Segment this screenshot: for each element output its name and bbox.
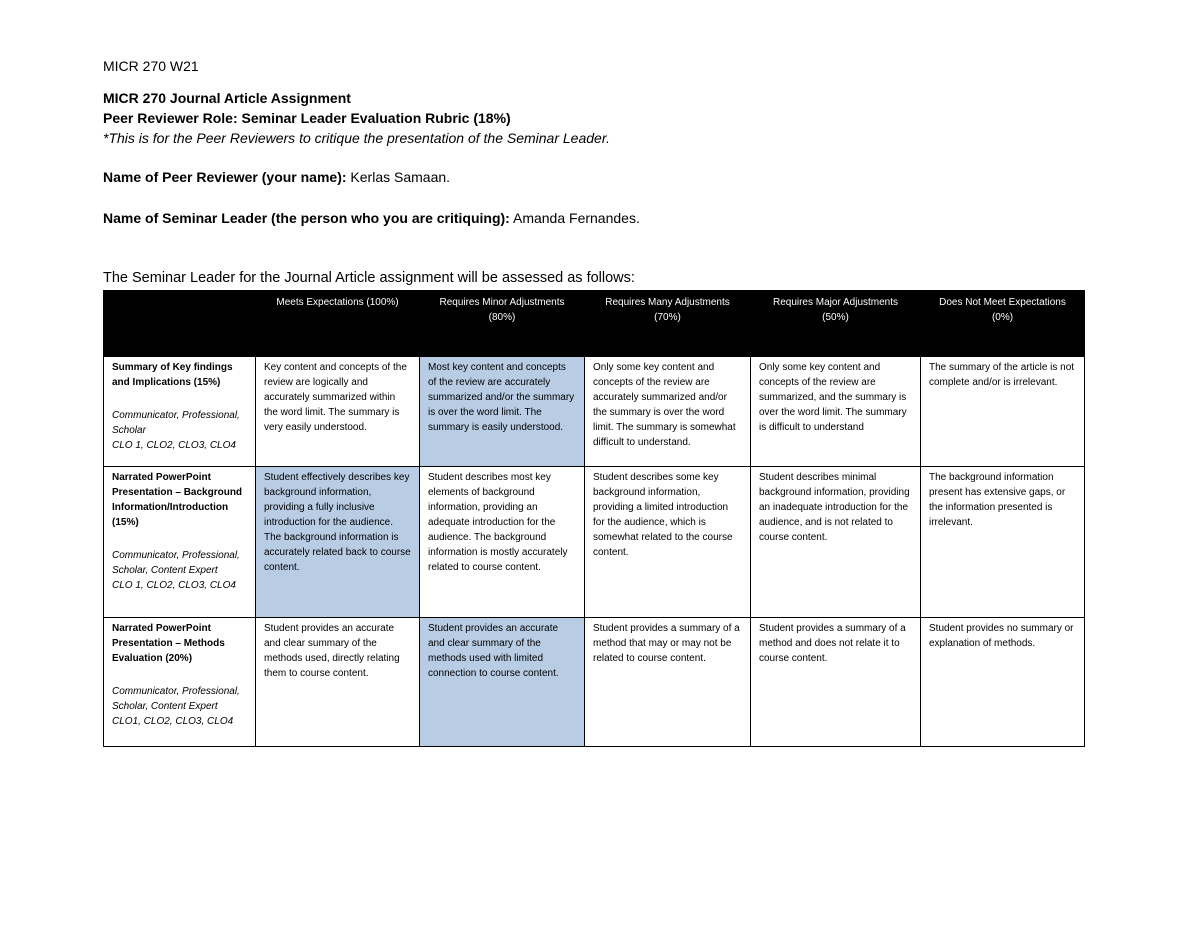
rubric-cell-selected: Most key content and concepts of the review are accurately summarized and/or the summary is over the word limit. The summary is easily understood. <box>420 357 585 467</box>
seminar-leader-label: Name of Seminar Leader (the person who you are critiquing): <box>103 210 510 226</box>
table-row <box>104 467 1085 618</box>
rubric-cell: Student describes some key background information, providing a limited introduction for the audience, which is somewhat related to the course content. <box>585 467 751 618</box>
criterion-tags: Communicator, Professional, Scholar CLO 1, CLO2, CLO3, CLO4 <box>112 410 240 451</box>
reviewer-note: *This is for the Peer Reviewers to critique the presentation of the Seminar Leader. <box>103 130 610 146</box>
peer-reviewer-label: Name of Peer Reviewer (your name): <box>103 169 347 185</box>
column-meets-expectations: Meets Expectations (100%) <box>256 291 420 357</box>
criterion-cell <box>104 467 256 618</box>
seminar-leader-name: Amanda Fernandes. <box>512 210 640 226</box>
seminar-leader-line <box>103 210 640 226</box>
rubric-cell: Student provides a summary of a method that may or may not be related to course content. <box>585 618 751 747</box>
rubric-cell: Student provides an accurate and clear summary of the methods used, directly relating them to course content. <box>256 618 420 747</box>
criterion-cell <box>104 357 256 467</box>
peer-reviewer-name: Kerlas Samaan. <box>350 169 451 185</box>
rubric-cell: The summary of the article is not complete and/or is irrelevant. <box>921 357 1085 467</box>
criterion-title: Summary of Key findings and Implications (15%) <box>112 362 233 388</box>
rubric-header-row <box>104 291 1085 357</box>
assignment-title: MICR 270 Journal Article Assignment <box>103 90 351 106</box>
assessment-intro: The Seminar Leader for the Journal Article assignment will be assessed as follows: <box>103 270 635 286</box>
title-block <box>103 88 610 148</box>
column-does-not-meet: Does Not Meet Expectations (0%) <box>921 291 1085 357</box>
criterion-title: Narrated PowerPoint Presentation – Background Information/Introduction (15%) <box>112 472 243 528</box>
rubric-cell: Key content and concepts of the review are logically and accurately summarized within the word limit. The summary is very easily understood. <box>256 357 420 467</box>
peer-reviewer-line <box>103 169 450 185</box>
criterion-title: Narrated PowerPoint Presentation – Methods Evaluation (20%) <box>112 623 225 664</box>
rubric-cell: Student provides no summary or explanation of methods. <box>921 618 1085 747</box>
column-minor-adjustments: Requires Minor Adjustments (80%) <box>420 291 585 357</box>
rubric-cell: Student provides a summary of a method and does not relate it to course content. <box>751 618 921 747</box>
rubric-table <box>103 290 1085 747</box>
criterion-tags: Communicator, Professional, Scholar, Content Expert CLO1, CLO2, CLO3, CLO4 <box>112 686 240 727</box>
rubric-cell: Only some key content and concepts of the review are accurately summarized and/or the summary is over the word limit. The summary is somewhat difficult to understand. <box>585 357 751 467</box>
column-major-adjustments: Requires Major Adjustments (50%) <box>751 291 921 357</box>
criterion-column-header <box>104 291 256 357</box>
table-row <box>104 357 1085 467</box>
rubric-title: Peer Reviewer Role: Seminar Leader Evaluation Rubric (18%) <box>103 110 511 126</box>
criterion-tags: Communicator, Professional, Scholar, Content Expert CLO 1, CLO2, CLO3, CLO4 <box>112 550 240 591</box>
rubric-cell: The background information present has extensive gaps, or the information presented is irrelevant. <box>921 467 1085 618</box>
rubric-cell: Student describes most key elements of background information, providing an adequate introduction for the audience. The background information is mostly accurately related to course content. <box>420 467 585 618</box>
rubric-cell: Only some key content and concepts of the review are summarized, and the summary is over the word limit. The summary is difficult to understand <box>751 357 921 467</box>
column-many-adjustments: Requires Many Adjustments (70%) <box>585 291 751 357</box>
rubric-cell: Student describes minimal background information, providing an inadequate introduction for the audience, and is not related to course content. <box>751 467 921 618</box>
table-row <box>104 618 1085 747</box>
rubric-cell-selected: Student effectively describes key background information, providing a fully inclusive introduction for the audience. The background information is accurately related back to course content. <box>256 467 420 618</box>
course-code: MICR 270 W21 <box>103 58 199 74</box>
rubric-cell-selected: Student provides an accurate and clear summary of the methods used with limited connection to course content. <box>420 618 585 747</box>
criterion-cell <box>104 618 256 747</box>
